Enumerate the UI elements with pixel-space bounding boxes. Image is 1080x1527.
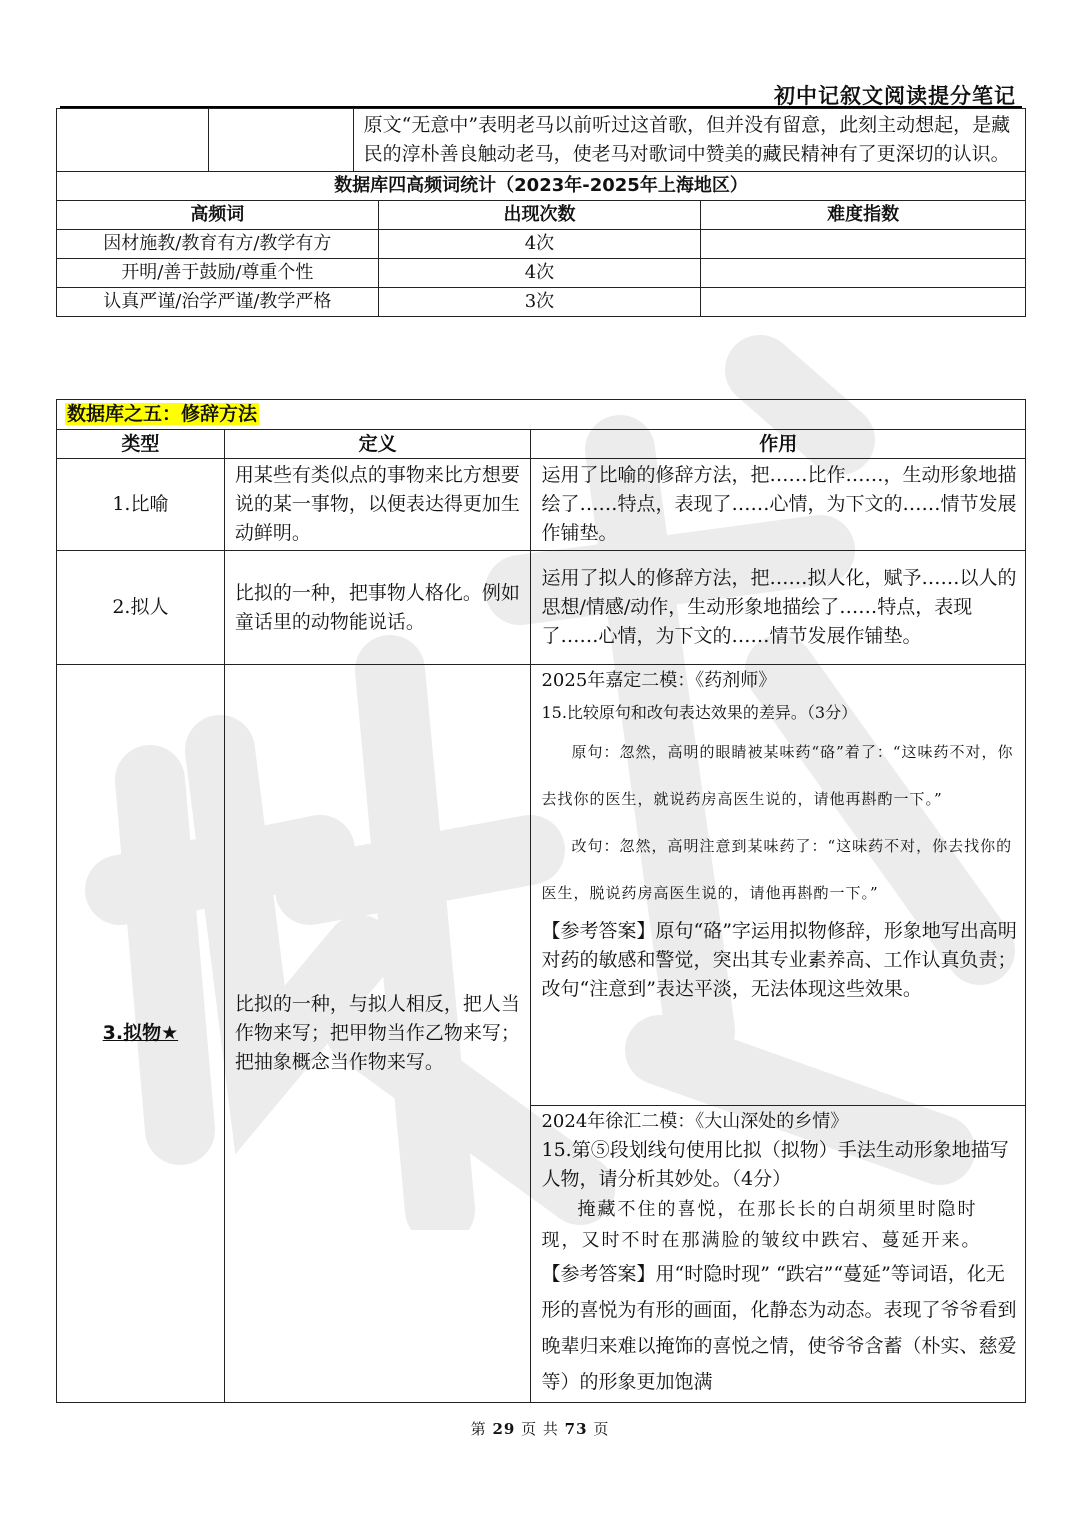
stats-count: 4次: [378, 259, 701, 288]
example-quote: 掩藏不住的喜悦，在那长长的白胡须里时隐时现，又时不时在那满脸的皱纹中跌宕、蔓延开来。: [541, 1199, 982, 1251]
stats-header-difficulty: 难度指数: [701, 201, 1026, 230]
footer-suffix: 页: [593, 1420, 610, 1438]
table-row: [57, 551, 1026, 665]
stats-count: 4次: [378, 230, 701, 259]
stats-difficulty: [701, 230, 1026, 259]
rhetoric-table: [56, 399, 1026, 1403]
table-row: [57, 230, 1026, 259]
rhetoric-header-type: 类型: [57, 430, 225, 459]
example-original: 原句：忽然，高明的眼睛被某味药“硌”着了：“这味药不对，你去找你的医生，就说药房高医生说的，请他再斟酌一下。”: [541, 743, 1014, 808]
stats-word: 开明/善于鼓励/尊重个性: [57, 259, 379, 288]
footer-total: 73: [564, 1420, 588, 1438]
rhetoric-effect: 运用了比喻的修辞方法，把……比作……，生动形象地描绘了……特点，表现了……心情，为下文的……情节发展作铺垫。: [531, 459, 1026, 551]
footer-page: 29: [492, 1420, 516, 1438]
table-row: [57, 459, 1026, 551]
stats-difficulty: [701, 259, 1026, 288]
rhetoric-type: 2.拟人: [57, 551, 225, 665]
example-block-2: [531, 1106, 1026, 1403]
example-answer: [541, 1256, 1017, 1400]
rhetoric-definition: 比拟的一种，与拟人相反，把人当作物来写；把甲物当作乙物来写；把抽象概念当作物来写。: [224, 665, 531, 1403]
stats-header-count: 出现次数: [378, 201, 701, 230]
answer-tag: 【参考答案】: [541, 920, 656, 942]
example-answer: [541, 917, 1017, 1004]
page-header: [60, 80, 1022, 108]
stats-word: 认真严谨/治学严谨/教学严格: [57, 288, 379, 317]
rhetoric-definition: 用某些有类似点的事物来比方想要说的某一事物，以便表达得更加生动鲜明。: [224, 459, 531, 551]
example-source: 2024年徐汇二模：《大山深处的乡情》: [541, 1111, 849, 1132]
page-footer: [0, 1418, 1080, 1439]
continuation-text: 原文“无意中”表明老马以前听过这首歌，但并没有留意，此刻主动想起，是藏民的淳朴善良触动老马，使老马对歌词中赞美的藏民精神有了更深切的认识。: [353, 109, 1025, 172]
stats-count: 3次: [378, 288, 701, 317]
table-row: [57, 665, 1026, 1106]
continuation-row: [57, 109, 1026, 172]
answer-text: 用“时隐时现” “跌宕”“蔓延”等词语，化无形的喜悦为有形的画面，化静态为动态。表现了爷爷看到晚辈归来难以掩饰的喜悦之情，使爷爷含蓄（朴实、慈爱等）的形象更加饱满: [541, 1263, 1017, 1393]
example-source: 2025年嘉定二模：《药剂师》: [541, 670, 777, 691]
stats-title: 数据库四高频词统计（2023年-2025年上海地区）: [57, 172, 1026, 201]
rhetoric-definition: 比拟的一种，把事物人格化。例如童话里的动物能说话。: [224, 551, 531, 665]
rhetoric-title: 数据库之五：修辞方法: [67, 403, 258, 425]
stats-header-word: 高频词: [57, 201, 379, 230]
example-block-1: [531, 665, 1026, 1106]
example-revised: 改句：忽然，高明注意到某味药了：“这味药不对，你去找你的医生，脱说药房高医生说的，请他再斟酌一下。”: [541, 837, 1013, 902]
stats-table: [56, 108, 1026, 317]
rhetoric-title-cell: [57, 400, 1026, 430]
rhetoric-type: 1.比喻: [57, 459, 225, 551]
rhetoric-header-definition: 定义: [224, 430, 531, 459]
example-question: 15.比较原句和改句表达效果的差异。（3分）: [541, 703, 858, 722]
footer-prefix: 第: [470, 1420, 487, 1438]
continuation-empty-cell-1: [57, 109, 209, 172]
stats-difficulty: [701, 288, 1026, 317]
rhetoric-type-strong: 3.拟物★: [102, 1022, 179, 1044]
example-question: 15.第⑤段划线句使用比拟（拟物）手法生动形象地描写人物，请分析其妙处。（4分）: [541, 1139, 1009, 1190]
table-row: [57, 288, 1026, 317]
continuation-empty-cell-2: [208, 109, 353, 172]
rhetoric-type: [57, 665, 225, 1403]
answer-tag: 【参考答案】: [541, 1263, 656, 1285]
header-title: 初中记叙文阅读提分笔记: [774, 84, 1016, 108]
table-row: [57, 259, 1026, 288]
rhetoric-header-effect: 作用: [531, 430, 1026, 459]
footer-mid: 页 共: [521, 1420, 559, 1438]
rhetoric-effect: 运用了拟人的修辞方法，把……拟人化，赋予……以人的思想/情感/动作，生动形象地描绘了……特点，表现了……心情，为下文的……情节发展作铺垫。: [531, 551, 1026, 665]
stats-word: 因材施教/教育有方/教学有方: [57, 230, 379, 259]
answer-text: 原句“硌”字运用拟物修辞，形象地写出高明对药的敏感和警觉，突出其专业素养高、工作认真负责；改句“注意到”表达平淡，无法体现这些效果。: [541, 920, 1017, 1000]
